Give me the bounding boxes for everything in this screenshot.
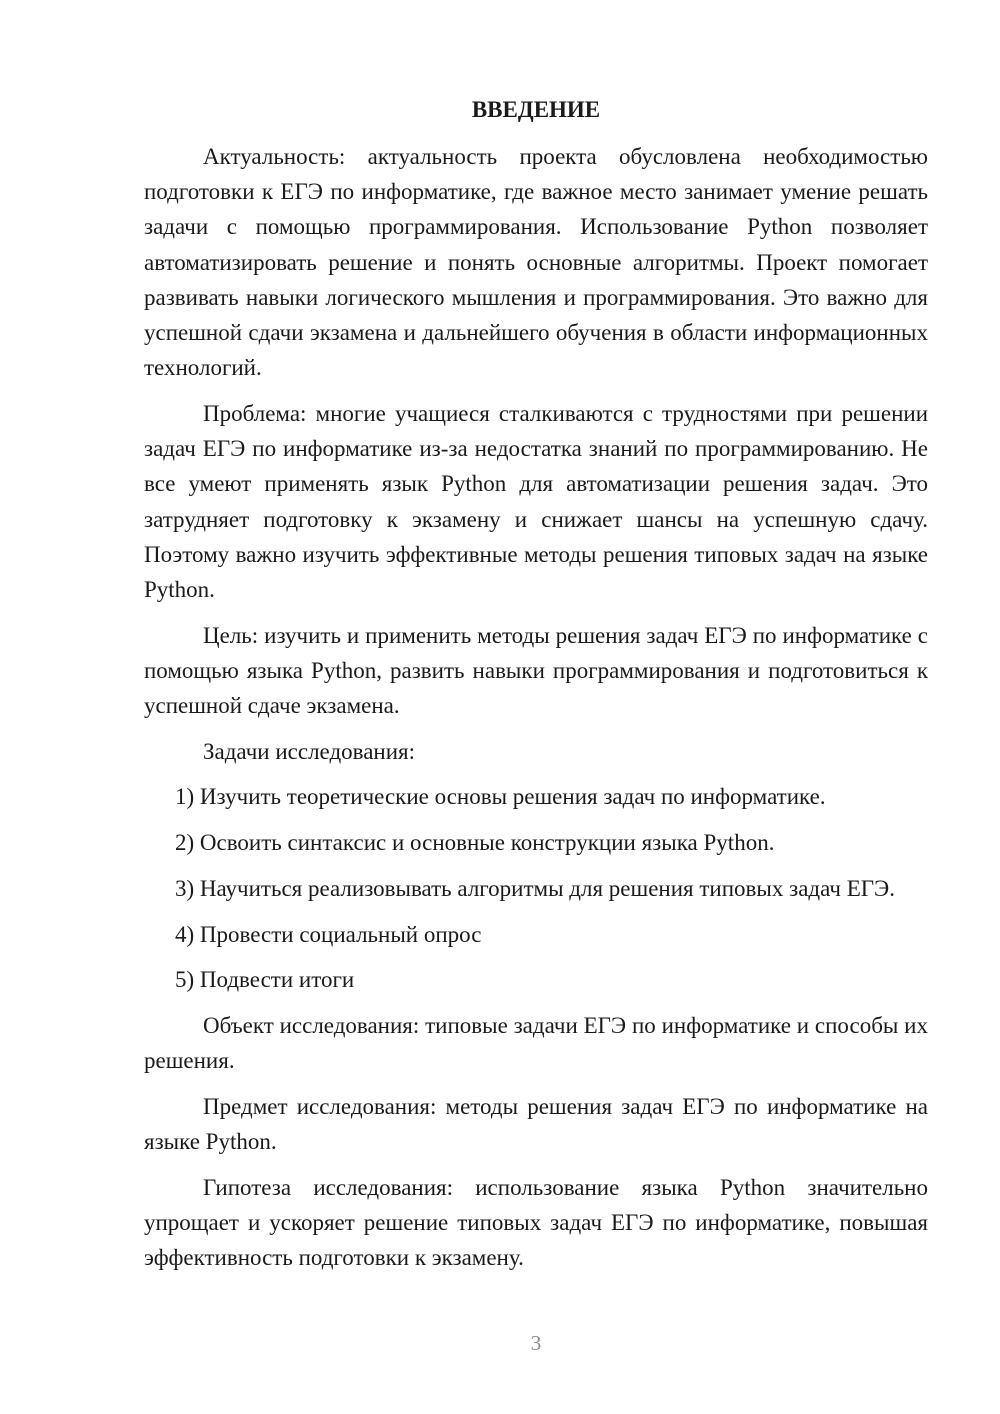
task-item-4: 4) Провести социальный опрос — [175, 921, 482, 947]
document-page — [144, 92, 928, 1286]
paragraph-hypothesis: Гипотеза исследования: использование языка Python значительно упрощает и ускоряет решение типовых задач ЕГЭ по информатике, повышая эффективность подготовки к экзамену. — [144, 1174, 928, 1271]
paragraph-subject: Предмет исследования: методы решения задач ЕГЭ по информатике на языке Python. — [144, 1093, 928, 1155]
section-heading: ВВЕДЕНИЕ — [471, 97, 601, 122]
page-number: 3 — [530, 1331, 542, 1355]
task-item-2: 2) Освоить синтаксис и основные конструкции языка Python. — [175, 830, 775, 856]
paragraph-goal: Цель: изучить и применить методы решения задач ЕГЭ по информатике с помощью языка Python, развить навыки программирования и подготовиться к успешной сдаче экзамена. — [144, 622, 928, 719]
paragraph-problem: Проблема: многие учащиеся сталкиваются с трудностями при решении задач ЕГЭ по информатике из-за недостатка знаний по программированию. Не все умеют применять язык Python для автоматизации решения задач. Это затрудняет подготовку к экзамену и снижает шансы на успешную сдачу. Поэтому важно изучить эффективные методы решения типовых задач на языке Python. — [144, 400, 928, 602]
task-item-1: 1) Изучить теоретические основы решения задач по информатике. — [175, 784, 826, 810]
paragraph-relevance: Актуальность: актуальность проекта обусловлена необходимостью подготовки к ЕГЭ по информатике, где важное место занимает умение решать задачи с помощью программирования. Использование Python позволяет автоматизировать решение и понять основные алгоритмы. Проект помогает развивать навыки логического мышления и программирования. Это важно для успешной сдачи экзамена и дальнейшего обучения в области информационных технологий. — [144, 144, 928, 381]
task-item-5: 5) Подвести итоги — [175, 967, 355, 993]
task-item-3: 3) Научиться реализовывать алгоритмы для решения типовых задач ЕГЭ. — [175, 875, 895, 901]
paragraph-object: Объект исследования: типовые задачи ЕГЭ по информатике и способы их решения. — [144, 1012, 928, 1074]
tasks-heading: Задачи исследования: — [203, 738, 416, 764]
